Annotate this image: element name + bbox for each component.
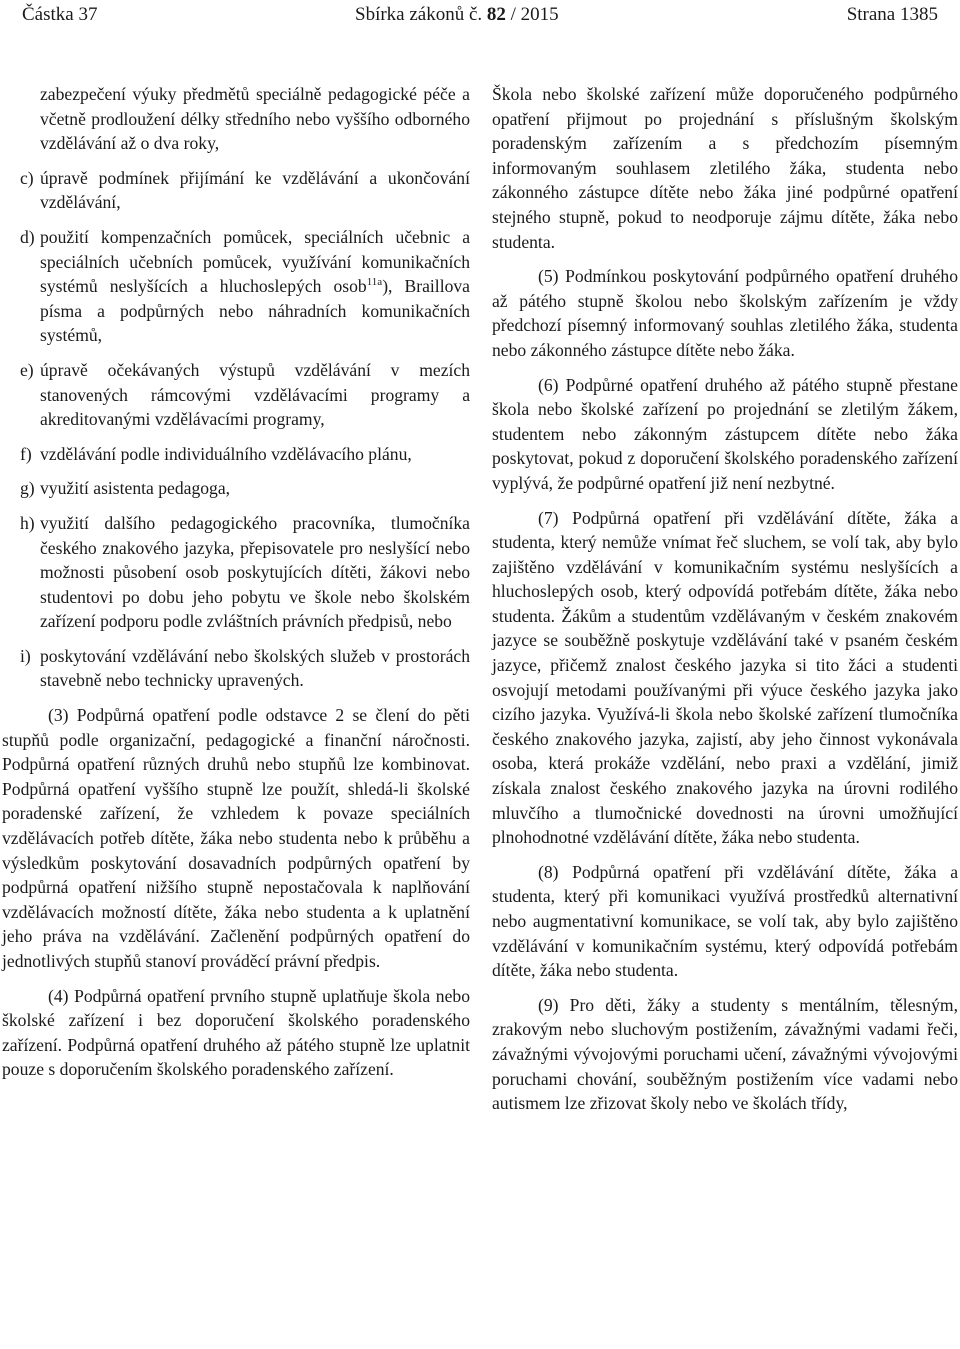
item-label: i) <box>20 645 31 666</box>
paragraph-4: (4) Podpůrná opatření prvního stupně uplatňuje škola nebo školské zařízení i bez doporučení školského poradenského zařízení. Podpůrná opatření druhého až pátého stupně lze uplatnit pouze s doporučením školského poradenského zařízení. <box>2 985 470 1080</box>
item-b-continuation: zabezpečení výuky předmětů speciálně pedagogické péče a včetně prodloužení délky středního nebo vyššího odborného vzdělávání až o dva roky, <box>40 84 470 154</box>
paragraph-7: (7) Podpůrná opatření při vzdělávání dítěte, žáka a studenta, který nemůže vnímat řeč sluchem, se volí tak, aby bylo zajištěno vzdělávání v komunikačním systému neslyšících a hluchoslepých osob, který odpovídá potřebám dítěte, žáka nebo studenta. Žákům a studentům vzdělávaným v českém znakovém jazyce se souběžně poskytuje vzdělávání také v psaném českém jazyce, přičemž znalost českého jazyka si tito žáci a studenti osvojují metodami používanými při výuce českého jazyka jako cizího jazyka. Využívá-li škola nebo školské zařízení tlumočníka českého znakového jazyka, zajistí, aby jeho činnost vykonávala osoba, která prokáže vzdělání, nebo praxi a vzdělání, jimiž získala znalost českého znakového jazyka na úrovni rodilého mluvčího a tlumočnické dovednosti na úrovni umožňující plnohodnotné vzdělávání dítěte, žáka nebo studenta. <box>492 507 958 848</box>
right-column <box>490 82 958 1126</box>
item-text: poskytování vzdělávání nebo školských služeb v prostorách stavebně nebo technicky upravených. <box>40 645 470 691</box>
item-label: e) <box>20 359 34 380</box>
paragraph-8: (8) Podpůrná opatření při vzdělávání dítěte, žáka a studenta, který při komunikaci využívá prostředků alternativní nebo augmentativní komunikace, se volí tak, aby bylo zajištěno vzdělávání v komunikačním systému, který odpovídá potřebám dítěte, žáka nebo studenta. <box>492 861 958 981</box>
list-item-h <box>0 511 470 634</box>
item-text: využití dalšího pedagogického pracovníka, tlumočníka českého znakového jazyka, přepisovatele pro neslyšící nebo možnosti působení osob poskytujících dítěti, žákovi nebo studentovi po dobu jeho pobytu ve škole nebo školském zařízení podporu podle zvláštních právních předpisů, nebo <box>40 512 470 632</box>
item-label: g) <box>20 478 35 499</box>
page-number: Strana 1385 <box>846 4 938 25</box>
page-header <box>0 0 960 38</box>
item-text: použití kompenzačních pomůcek, speciálních učebnic a speciálních učebních pomůcek, využívání komunikačních systémů neslyšících a hluchoslepých osob <box>40 226 470 297</box>
item-label: c) <box>20 167 34 188</box>
paragraph-9: (9) Pro děti, žáky a studenty s mentálním, tělesným, zrakovým nebo sluchovým postižením, závažnými vadami řeči, závažnými vývojovými poruchami učení, závažnými vývojovými poruchami chování, souběžným postižením více vadami nebo autismem lze zřizovat školy nebo ve školách třídy, <box>492 994 958 1114</box>
item-text: úpravě očekávaných výstupů vzdělávání v mezích stanovených rámcovými vzdělávacími programy a akreditovanými vzdělávacími programy, <box>40 359 470 430</box>
list-item-d <box>0 225 470 348</box>
item-text-after: ), Braillova písma a podpůrných nebo náhradních komunikačních systémů, <box>40 276 470 346</box>
list-item-f <box>0 442 470 467</box>
left-column <box>0 82 470 1092</box>
item-label: f) <box>20 443 32 464</box>
item-label: d) <box>20 226 35 247</box>
item-text: vzdělávání podle individuálního vzdělávacího plánu, <box>40 443 412 464</box>
list-item-e <box>0 358 470 432</box>
collection-title <box>355 4 559 26</box>
issue-year: / 2015 <box>510 4 559 25</box>
paragraph-6: (6) Podpůrné opatření druhého až pátého stupně přestane škola nebo školské zařízení po projednání se zletilým žákem, studentem nebo zákonným zástupcem dítěte nebo žáka poskytovat, pokud z doporučení školského poradenského zařízení vyplývá, že podpůrné opatření již není nezbytné. <box>492 374 958 493</box>
paragraph-4-continuation: Škola nebo školské zařízení může doporučeného podpůrného opatření přijmout po projednání s příslušným školským poradenským zařízením a s předchozím písemným informovaným souhlasem zletilého žáka, studenta nebo zákonného zástupce dítěte nebo žáka jiné podpůrné opatření stejného stupně, pokud to neodporuje zájmu dítěte, žáka nebo studenta. <box>492 84 958 252</box>
footnote-ref: 11a <box>366 276 383 289</box>
item-text: úpravě podmínek přijímání ke vzdělávání a ukončování vzdělávání, <box>40 167 470 213</box>
item-text: využití asistenta pedagoga, <box>40 478 231 499</box>
paragraph-3: (3) Podpůrná opatření podle odstavce 2 se člení do pěti stupňů podle organizační, pedagogické a finanční náročnosti. Podpůrná opatření různých druhů nebo stupňů lze kombinovat. Podpůrná opatření vyššího stupně lze použít, shledá-li školské poradenské zařízení, že vzhledem k povaze speciálních vzdělávacích potřeb dítěte, žáka nebo studenta nebo k průběhu a výsledkům poskytování dosavadních podpůrných opatření by podpůrná opatření nižšího stupně nepostačovala k naplňování vzdělávacích možností dítěte, žáka nebo studenta a k uplatnění jeho práva na vzdělávání. Začlenění podpůrných opatření do jednotlivých stupňů stanoví prováděcí právní předpis. <box>2 705 470 971</box>
collection-prefix: Sbírka zákonů č. <box>355 4 483 25</box>
item-label: h) <box>20 512 35 533</box>
list-item-c <box>0 166 470 215</box>
list-item-i <box>0 644 470 693</box>
paragraph-5: (5) Podmínkou poskytování podpůrného opatření druhého až pátého stupně školou nebo školským zařízením je vždy předchozí písemný informovaný souhlas zletilého žáka, studenta nebo zákonného zástupce dítěte nebo žáka. <box>492 266 958 360</box>
list-item-g <box>0 476 470 501</box>
issue-part: Částka 37 <box>22 4 98 25</box>
issue-number: 82 <box>486 4 506 25</box>
